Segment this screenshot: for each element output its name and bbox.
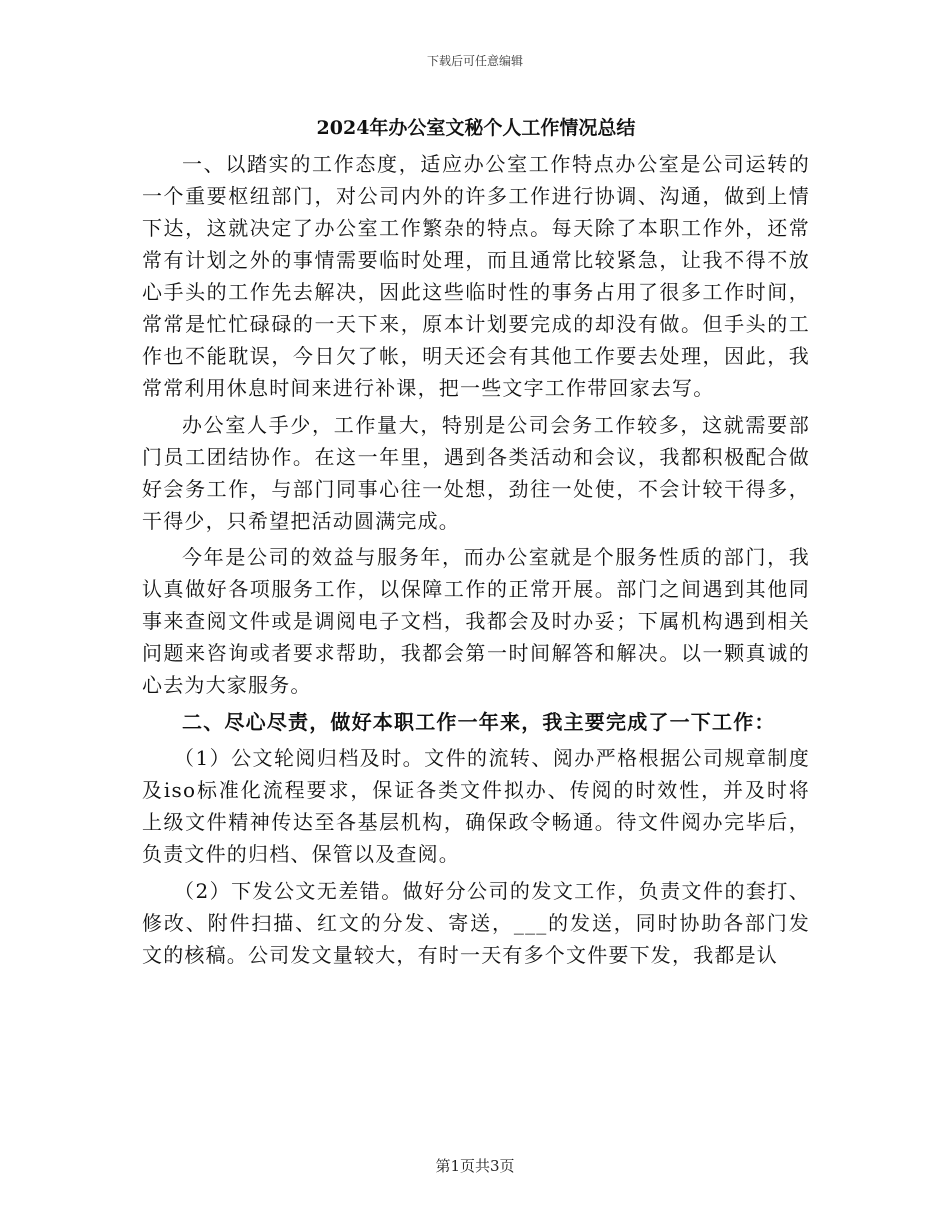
- document-body: [142, 112, 810, 975]
- paragraph: 办公室人手少，工作量大，特别是公司会务工作较多，这就需要部门员工团结协作。在这一年里，遇到各类活动和会议，我都积极配合做好会务工作，与部门同事心往一处想，劲往一处使，不会计较干得多，干得少，只希望把活动圆满完成。: [142, 412, 810, 533]
- document-title: 2024年办公室文秘个人工作情况总结: [316, 117, 636, 139]
- paragraph: （1）公文轮阅归档及时。文件的流转、阅办严格根据公司规章制度及iso标准化流程要求，保证各类文件拟办、传阅的时效性，并及时将上级文件精神传达至各基层机构，确保政令畅通。待文件阅办完毕后，负责文件的归档、保管以及查阅。: [142, 746, 810, 866]
- section-heading: 二、尽心尽责，做好本职工作一年来，我主要完成了一下工作：: [182, 709, 776, 734]
- paragraph: 一、以踏实的工作态度，适应办公室工作特点办公室是公司运转的一个重要枢纽部门，对公司内外的许多工作进行协调、沟通，做到上情下达，这就决定了办公室工作繁杂的特点。每天除了本职工作外，还常常有计划之外的事情需要临时处理，而且通常比较紧急，让我不得不放心手头的工作先去解决，因此这些临时性的事务占用了很多工作时间，常常是忙忙碌碌的一天下来，原本计划要完成的却没有做。但手头的工作也不能耽误，今日欠了帐，明天还会有其他工作要去处理，因此，我常常利用休息时间来进行补课，把一些文字工作带回家去写。: [142, 152, 810, 400]
- page-footer: 第1页共3页: [435, 1157, 515, 1175]
- paragraph: （2）下发公文无差错。做好分公司的发文工作，负责文件的套打、修改、附件扫描、红文的分发、寄送，___的发送，同时协助各部门发文的核稿。公司发文量较大，有时一天有多个文件要下发，我都是认: [142, 878, 810, 967]
- page-header: 下载后可任意编辑: [426, 54, 523, 68]
- paragraph: 今年是公司的效益与服务年，而办公室就是个服务性质的部门，我认真做好各项服务工作，以保障工作的正常开展。部门之间遇到其他同事来查阅文件或是调阅电子文档，我都会及时办妥；下属机构遇到相关问题来咨询或者要求帮助，我都会第一时间解答和解决。以一颗真诚的心去为大家服务。: [142, 545, 810, 697]
